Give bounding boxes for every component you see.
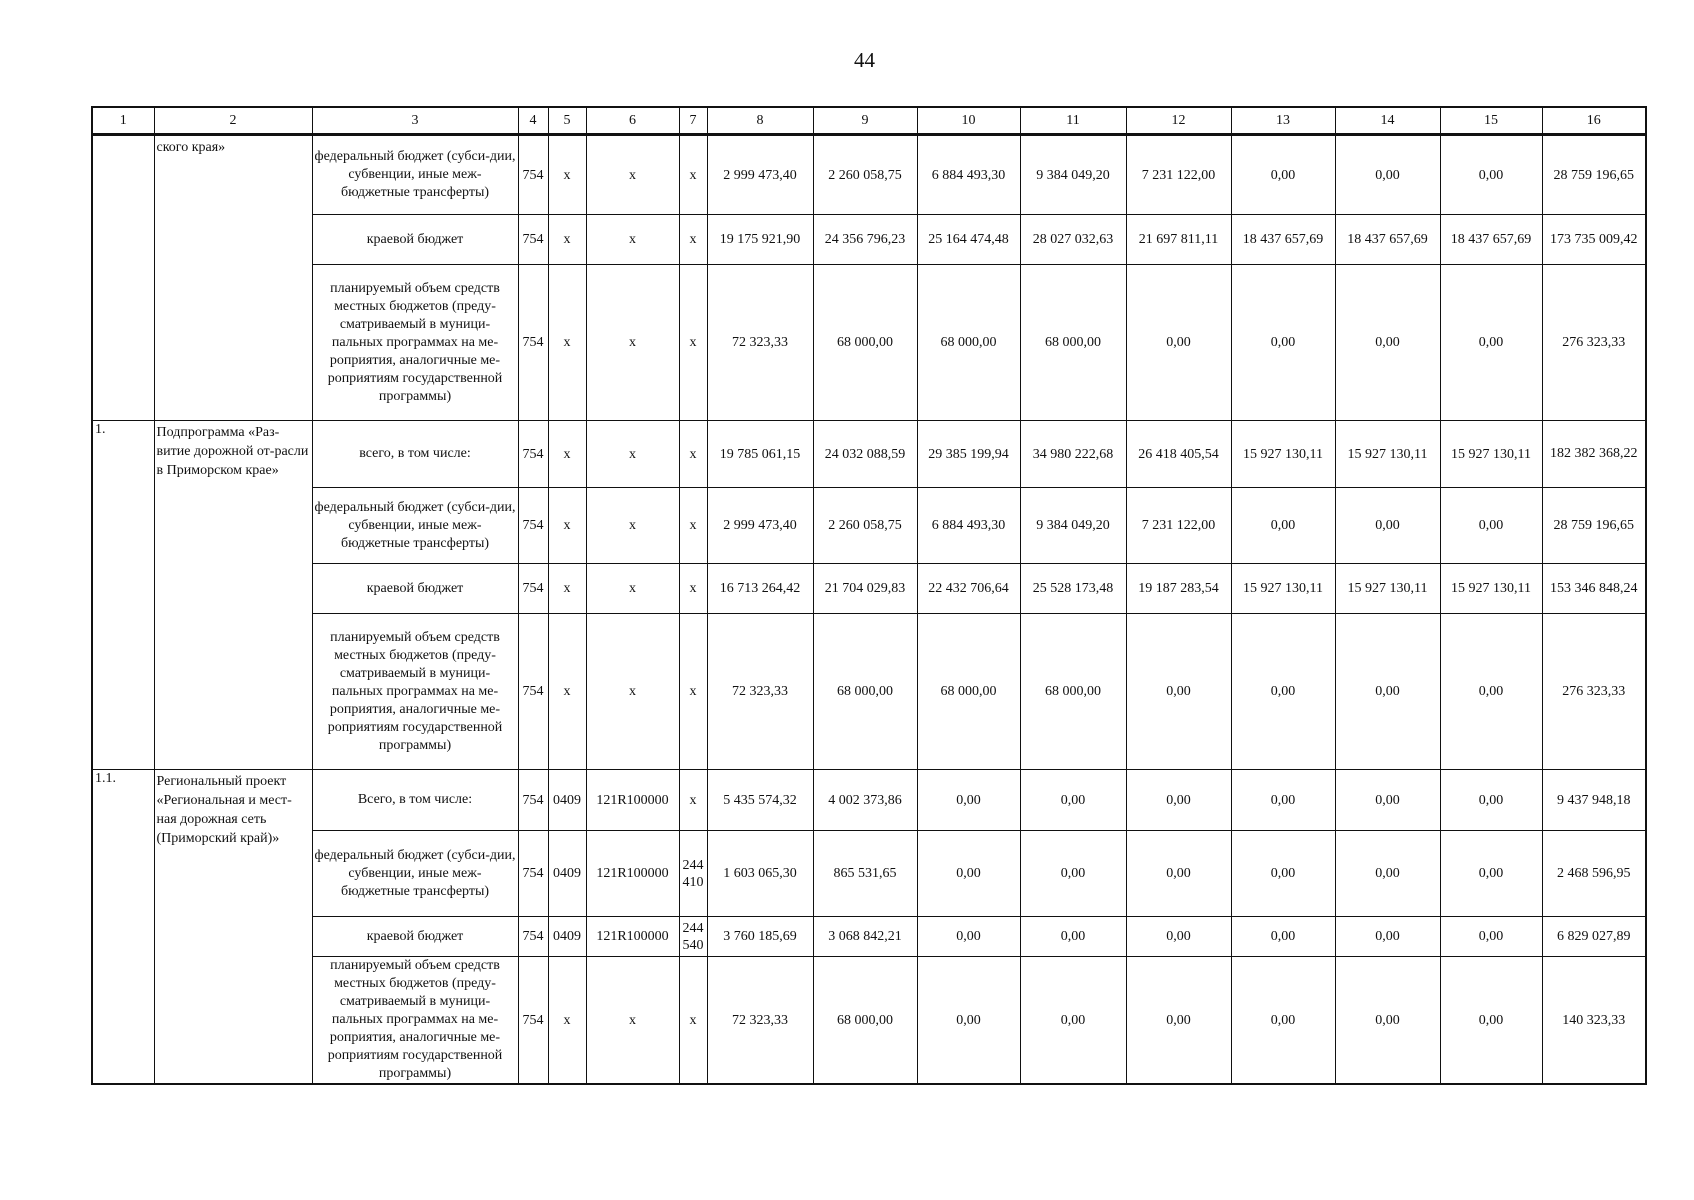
cell-grbs: 754 bbox=[518, 917, 548, 957]
funding-source: планируемый объем средств местных бюджетов (преду-сматриваемый в муници-пальных программах на ме-роприятия, аналогичные ме-роприятиям государственной программы) bbox=[312, 957, 518, 1085]
row-number: 1. bbox=[92, 421, 154, 770]
value-cell: 18 437 657,69 bbox=[1231, 215, 1335, 265]
value-cell: 0,00 bbox=[1335, 265, 1440, 421]
value-cell: 0,00 bbox=[1335, 770, 1440, 831]
value-cell: 9 384 049,20 bbox=[1020, 135, 1126, 215]
cell-expense-type: x bbox=[679, 215, 707, 265]
funding-source: краевой бюджет bbox=[312, 917, 518, 957]
header-cell-3: 3 bbox=[312, 107, 518, 135]
cell-target-article: x bbox=[586, 614, 679, 770]
cell-target-article: x bbox=[586, 265, 679, 421]
header-cell-16: 16 bbox=[1542, 107, 1646, 135]
value-cell: 25 528 173,48 bbox=[1020, 564, 1126, 614]
value-cell: 0,00 bbox=[1126, 265, 1231, 421]
cell-section: x bbox=[548, 488, 586, 564]
value-cell: 0,00 bbox=[1440, 770, 1542, 831]
value-cell: 15 927 130,11 bbox=[1231, 564, 1335, 614]
value-cell: 173 735 009,42 bbox=[1542, 215, 1646, 265]
value-cell: 0,00 bbox=[917, 917, 1020, 957]
value-cell: 0,00 bbox=[1440, 917, 1542, 957]
row-number: 1.1. bbox=[92, 770, 154, 1085]
cell-target-article: x bbox=[586, 215, 679, 265]
cell-target-article: x bbox=[586, 421, 679, 488]
value-cell: 0,00 bbox=[1126, 957, 1231, 1085]
value-cell: 9 384 049,20 bbox=[1020, 488, 1126, 564]
value-cell: 15 927 130,11 bbox=[1440, 564, 1542, 614]
funding-source: планируемый объем средств местных бюджетов (преду-сматриваемый в муници-пальных программах на ме-роприятия, аналогичные ме-роприятиям государственной программы) bbox=[312, 265, 518, 421]
value-cell: 18 437 657,69 bbox=[1335, 215, 1440, 265]
value-cell: 2 260 058,75 bbox=[813, 135, 917, 215]
value-cell: 0,00 bbox=[1440, 265, 1542, 421]
funding-source: федеральный бюджет (субси-дии, субвенции, иные меж-бюджетные трансферты) bbox=[312, 135, 518, 215]
value-cell: 26 418 405,54 bbox=[1126, 421, 1231, 488]
value-cell: 0,00 bbox=[1020, 831, 1126, 917]
cell-expense-type: x bbox=[679, 135, 707, 215]
row-name: Региональный проект «Региональная и мест-ная дорожная сеть (Приморский край)» bbox=[154, 770, 312, 1085]
cell-target-article: x bbox=[586, 135, 679, 215]
value-cell: 15 927 130,11 bbox=[1231, 421, 1335, 488]
value-cell: 24 356 796,23 bbox=[813, 215, 917, 265]
value-cell: 140 323,33 bbox=[1542, 957, 1646, 1085]
value-cell: 0,00 bbox=[917, 957, 1020, 1085]
header-cell-13: 13 bbox=[1231, 107, 1335, 135]
value-cell: 28 027 032,63 bbox=[1020, 215, 1126, 265]
cell-grbs: 754 bbox=[518, 265, 548, 421]
value-cell: 29 385 199,94 bbox=[917, 421, 1020, 488]
funding-source: краевой бюджет bbox=[312, 215, 518, 265]
value-cell: 0,00 bbox=[1440, 957, 1542, 1085]
value-cell: 4 002 373,86 bbox=[813, 770, 917, 831]
value-cell: 0,00 bbox=[1126, 831, 1231, 917]
header-cell-2: 2 bbox=[154, 107, 312, 135]
cell-expense-type: x bbox=[679, 614, 707, 770]
value-cell: 21 697 811,11 bbox=[1126, 215, 1231, 265]
value-cell: 19 187 283,54 bbox=[1126, 564, 1231, 614]
value-cell: 276 323,33 bbox=[1542, 265, 1646, 421]
value-cell: 2 260 058,75 bbox=[813, 488, 917, 564]
value-cell: 2 999 473,40 bbox=[707, 488, 813, 564]
cell-grbs: 754 bbox=[518, 135, 548, 215]
cell-grbs: 754 bbox=[518, 488, 548, 564]
value-cell: 7 231 122,00 bbox=[1126, 135, 1231, 215]
value-cell: 0,00 bbox=[1335, 831, 1440, 917]
value-cell: 3 760 185,69 bbox=[707, 917, 813, 957]
value-cell: 68 000,00 bbox=[1020, 614, 1126, 770]
table-row bbox=[92, 488, 1646, 564]
value-cell: 68 000,00 bbox=[1020, 265, 1126, 421]
value-cell: 0,00 bbox=[1231, 957, 1335, 1085]
funding-source: Всего, в том числе: bbox=[312, 770, 518, 831]
value-cell: 0,00 bbox=[1126, 917, 1231, 957]
cell-section: 0409 bbox=[548, 917, 586, 957]
value-cell: 72 323,33 bbox=[707, 265, 813, 421]
table-row bbox=[92, 831, 1646, 917]
value-cell: 182 382 368,22 bbox=[1542, 421, 1646, 488]
table-row bbox=[92, 770, 1646, 831]
value-cell: 153 346 848,24 bbox=[1542, 564, 1646, 614]
value-cell: 68 000,00 bbox=[813, 614, 917, 770]
cell-target-article: 121R100000 bbox=[586, 770, 679, 831]
value-cell: 0,00 bbox=[1231, 770, 1335, 831]
table-row bbox=[92, 614, 1646, 770]
value-cell: 68 000,00 bbox=[813, 265, 917, 421]
value-cell: 0,00 bbox=[1231, 265, 1335, 421]
value-cell: 0,00 bbox=[1231, 488, 1335, 564]
cell-section: 0409 bbox=[548, 770, 586, 831]
budget-table bbox=[91, 106, 1647, 1085]
value-cell: 0,00 bbox=[1440, 135, 1542, 215]
value-cell: 6 829 027,89 bbox=[1542, 917, 1646, 957]
value-cell: 0,00 bbox=[1020, 770, 1126, 831]
row-name: Подпрограмма «Раз-витие дорожной от-расли в Приморском крае» bbox=[154, 421, 312, 770]
header-cell-9: 9 bbox=[813, 107, 917, 135]
value-cell: 72 323,33 bbox=[707, 614, 813, 770]
value-cell: 21 704 029,83 bbox=[813, 564, 917, 614]
value-cell: 24 032 088,59 bbox=[813, 421, 917, 488]
value-cell: 15 927 130,11 bbox=[1440, 421, 1542, 488]
table-row bbox=[92, 215, 1646, 265]
value-cell: 22 432 706,64 bbox=[917, 564, 1020, 614]
value-cell: 19 785 061,15 bbox=[707, 421, 813, 488]
value-cell: 25 164 474,48 bbox=[917, 215, 1020, 265]
cell-expense-type: x bbox=[679, 488, 707, 564]
funding-source: краевой бюджет bbox=[312, 564, 518, 614]
value-cell: 28 759 196,65 bbox=[1542, 135, 1646, 215]
cell-grbs: 754 bbox=[518, 421, 548, 488]
cell-expense-type: x bbox=[679, 421, 707, 488]
value-cell: 0,00 bbox=[1335, 135, 1440, 215]
value-cell: 0,00 bbox=[1126, 614, 1231, 770]
table-row bbox=[92, 957, 1646, 1085]
cell-section: x bbox=[548, 135, 586, 215]
header-cell-6: 6 bbox=[586, 107, 679, 135]
cell-expense-type: x bbox=[679, 770, 707, 831]
value-cell: 0,00 bbox=[1231, 831, 1335, 917]
row-number bbox=[92, 135, 154, 421]
cell-grbs: 754 bbox=[518, 831, 548, 917]
value-cell: 5 435 574,32 bbox=[707, 770, 813, 831]
value-cell: 0,00 bbox=[1335, 614, 1440, 770]
value-cell: 0,00 bbox=[1231, 135, 1335, 215]
cell-section: x bbox=[548, 614, 586, 770]
funding-source: планируемый объем средств местных бюджетов (преду-сматриваемый в муници-пальных программах на ме-роприятия, аналогичные ме-роприятиям государственной программы) bbox=[312, 614, 518, 770]
value-cell: 28 759 196,65 bbox=[1542, 488, 1646, 564]
header-cell-12: 12 bbox=[1126, 107, 1231, 135]
value-cell: 2 468 596,95 bbox=[1542, 831, 1646, 917]
header-cell-1: 1 bbox=[92, 107, 154, 135]
cell-target-article: x bbox=[586, 564, 679, 614]
cell-expense-type: 244 410 bbox=[679, 831, 707, 917]
value-cell: 0,00 bbox=[1440, 488, 1542, 564]
header-cell-11: 11 bbox=[1020, 107, 1126, 135]
cell-section: x bbox=[548, 564, 586, 614]
header-row bbox=[92, 107, 1646, 135]
cell-expense-type: x bbox=[679, 564, 707, 614]
header-cell-5: 5 bbox=[548, 107, 586, 135]
cell-target-article: x bbox=[586, 488, 679, 564]
header-cell-15: 15 bbox=[1440, 107, 1542, 135]
cell-grbs: 754 bbox=[518, 957, 548, 1085]
header-cell-8: 8 bbox=[707, 107, 813, 135]
value-cell: 7 231 122,00 bbox=[1126, 488, 1231, 564]
cell-target-article: 121R100000 bbox=[586, 917, 679, 957]
value-cell: 0,00 bbox=[917, 770, 1020, 831]
header-cell-7: 7 bbox=[679, 107, 707, 135]
value-cell: 276 323,33 bbox=[1542, 614, 1646, 770]
value-cell: 0,00 bbox=[1231, 917, 1335, 957]
value-cell: 0,00 bbox=[917, 831, 1020, 917]
cell-grbs: 754 bbox=[518, 770, 548, 831]
table-row bbox=[92, 135, 1646, 215]
value-cell: 15 927 130,11 bbox=[1335, 564, 1440, 614]
funding-source: федеральный бюджет (субси-дии, субвенции, иные меж-бюджетные трансферты) bbox=[312, 488, 518, 564]
value-cell: 1 603 065,30 bbox=[707, 831, 813, 917]
value-cell: 34 980 222,68 bbox=[1020, 421, 1126, 488]
cell-expense-type: x bbox=[679, 957, 707, 1085]
funding-source: федеральный бюджет (субси-дии, субвенции, иные меж-бюджетные трансферты) bbox=[312, 831, 518, 917]
table-row bbox=[92, 265, 1646, 421]
funding-source: всего, в том числе: bbox=[312, 421, 518, 488]
table-row bbox=[92, 421, 1646, 488]
cell-expense-type: 244 540 bbox=[679, 917, 707, 957]
cell-grbs: 754 bbox=[518, 564, 548, 614]
value-cell: 0,00 bbox=[1020, 957, 1126, 1085]
value-cell: 68 000,00 bbox=[917, 265, 1020, 421]
value-cell: 18 437 657,69 bbox=[1440, 215, 1542, 265]
value-cell: 0,00 bbox=[1335, 488, 1440, 564]
value-cell: 865 531,65 bbox=[813, 831, 917, 917]
value-cell: 68 000,00 bbox=[813, 957, 917, 1085]
header-cell-14: 14 bbox=[1335, 107, 1440, 135]
cell-grbs: 754 bbox=[518, 614, 548, 770]
value-cell: 0,00 bbox=[1020, 917, 1126, 957]
cell-section: 0409 bbox=[548, 831, 586, 917]
value-cell: 0,00 bbox=[1440, 614, 1542, 770]
value-cell: 0,00 bbox=[1231, 614, 1335, 770]
value-cell: 68 000,00 bbox=[917, 614, 1020, 770]
cell-target-article: 121R100000 bbox=[586, 831, 679, 917]
page-number: 44 bbox=[854, 48, 875, 72]
cell-section: x bbox=[548, 265, 586, 421]
value-cell: 72 323,33 bbox=[707, 957, 813, 1085]
value-cell: 0,00 bbox=[1335, 957, 1440, 1085]
cell-expense-type: x bbox=[679, 265, 707, 421]
cell-section: x bbox=[548, 957, 586, 1085]
value-cell: 19 175 921,90 bbox=[707, 215, 813, 265]
value-cell: 15 927 130,11 bbox=[1335, 421, 1440, 488]
value-cell: 0,00 bbox=[1440, 831, 1542, 917]
value-cell: 6 884 493,30 bbox=[917, 488, 1020, 564]
cell-grbs: 754 bbox=[518, 215, 548, 265]
value-cell: 3 068 842,21 bbox=[813, 917, 917, 957]
value-cell: 16 713 264,42 bbox=[707, 564, 813, 614]
value-cell: 6 884 493,30 bbox=[917, 135, 1020, 215]
header-cell-10: 10 bbox=[917, 107, 1020, 135]
header-cell-4: 4 bbox=[518, 107, 548, 135]
cell-target-article: x bbox=[586, 957, 679, 1085]
cell-section: x bbox=[548, 421, 586, 488]
value-cell: 0,00 bbox=[1335, 917, 1440, 957]
value-cell: 2 999 473,40 bbox=[707, 135, 813, 215]
cell-section: x bbox=[548, 215, 586, 265]
table-row bbox=[92, 917, 1646, 957]
value-cell: 0,00 bbox=[1126, 770, 1231, 831]
value-cell: 9 437 948,18 bbox=[1542, 770, 1646, 831]
row-name: ского края» bbox=[154, 135, 312, 421]
table-row bbox=[92, 564, 1646, 614]
